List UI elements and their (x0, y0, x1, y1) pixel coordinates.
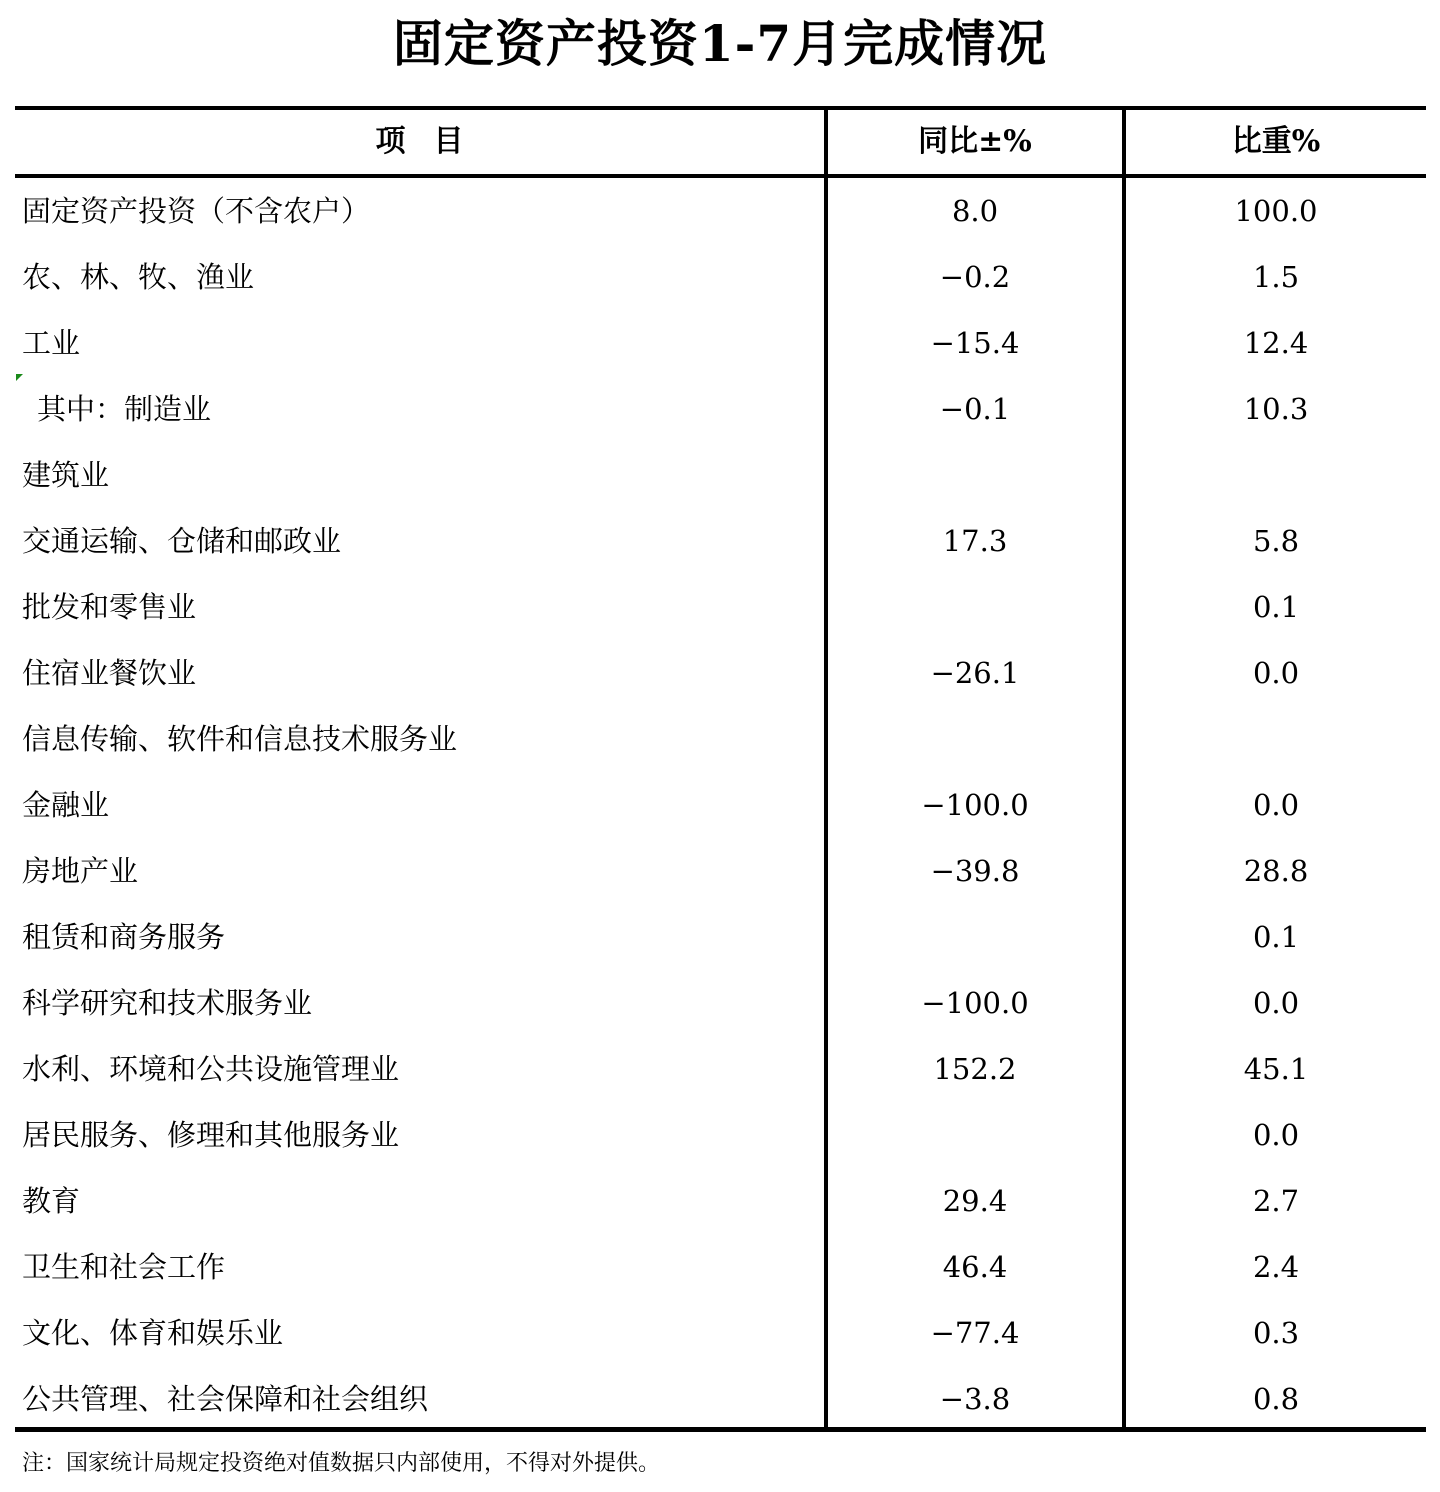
row-yoy-value: −26.1 (930, 656, 1020, 690)
row-item-name: 其中：制造业 (37, 392, 212, 426)
table-row (15, 838, 1426, 904)
row-yoy-value: −15.4 (930, 326, 1020, 360)
row-share-value: 0.0 (1252, 656, 1300, 690)
investment-table (15, 106, 1426, 1434)
table-row (15, 1234, 1426, 1300)
row-share-value: 0.3 (1252, 1316, 1300, 1350)
cell-comment-marker (16, 374, 23, 381)
row-yoy-value: 29.4 (942, 1184, 1008, 1218)
row-item-name: 建筑业 (22, 458, 110, 492)
page-title: 固定资产投资1-7月完成情况 (392, 14, 1048, 73)
row-item-name: 金融业 (22, 788, 110, 822)
table-row (15, 706, 1426, 772)
row-item-name: 信息传输、软件和信息技术服务业 (22, 722, 458, 756)
row-yoy-value (828, 1102, 1122, 1168)
row-share-value: 10.3 (1243, 392, 1309, 426)
row-item-name: 批发和零售业 (22, 590, 197, 624)
row-share-value: 0.0 (1252, 788, 1300, 822)
row-yoy-value (828, 442, 1122, 508)
table-row (15, 970, 1426, 1036)
row-yoy-value: −39.8 (930, 854, 1020, 888)
row-yoy-value: 17.3 (942, 524, 1008, 558)
row-item-name: 教育 (22, 1184, 81, 1218)
row-yoy-value (828, 574, 1122, 640)
table-row (15, 1300, 1426, 1366)
table-row (15, 376, 1426, 442)
row-share-value: 45.1 (1243, 1052, 1309, 1086)
row-share-value (1126, 706, 1426, 772)
row-share-value: 0.1 (1252, 920, 1300, 954)
row-share-value (1126, 442, 1426, 508)
table-row (15, 508, 1426, 574)
row-yoy-value: −77.4 (930, 1316, 1020, 1350)
row-share-value: 0.1 (1252, 590, 1300, 624)
row-yoy-value: 46.4 (942, 1250, 1008, 1284)
table-row (15, 178, 1426, 244)
row-yoy-value: 8.0 (951, 194, 999, 228)
row-share-value: 12.4 (1243, 326, 1309, 360)
header-yoy: 同比±% (918, 124, 1032, 159)
row-item-name: 固定资产投资（不含农户） (22, 194, 371, 228)
row-yoy-value (828, 904, 1122, 970)
table-row (15, 574, 1426, 640)
row-item-name: 文化、体育和娱乐业 (22, 1316, 284, 1350)
footnote: 注：国家统计局规定投资绝对值数据只内部使用，不得对外提供。 (22, 1451, 661, 1476)
row-yoy-value: −100.0 (921, 986, 1029, 1020)
row-yoy-value (828, 706, 1122, 772)
row-share-value: 2.4 (1252, 1250, 1300, 1284)
row-item-name: 水利、环境和公共设施管理业 (22, 1052, 400, 1086)
row-share-value: 0.0 (1252, 1118, 1300, 1152)
table-row (15, 310, 1426, 376)
row-yoy-value: −3.8 (939, 1382, 1011, 1416)
table-row (15, 442, 1426, 508)
row-item-name: 居民服务、修理和其他服务业 (22, 1118, 400, 1152)
row-share-value: 28.8 (1243, 854, 1309, 888)
row-yoy-value: −100.0 (921, 788, 1029, 822)
row-yoy-value: −0.1 (939, 392, 1011, 426)
table-row (15, 1366, 1426, 1432)
row-item-name: 公共管理、社会保障和社会组织 (22, 1382, 429, 1416)
table-row (15, 1168, 1426, 1234)
row-item-name: 工业 (22, 326, 81, 360)
table-row (15, 772, 1426, 838)
row-item-name: 农、林、牧、渔业 (22, 260, 255, 294)
table-row (15, 1036, 1426, 1102)
row-share-value: 1.5 (1252, 260, 1300, 294)
row-item-name: 房地产业 (22, 854, 139, 888)
row-item-name: 交通运输、仓储和邮政业 (22, 524, 342, 558)
row-share-value: 5.8 (1252, 524, 1300, 558)
table-row (15, 640, 1426, 706)
row-share-value: 100.0 (1234, 194, 1318, 228)
row-item-name: 科学研究和技术服务业 (22, 986, 313, 1020)
row-share-value: 0.0 (1252, 986, 1300, 1020)
table-row (15, 244, 1426, 310)
row-yoy-value: 152.2 (933, 1052, 1017, 1086)
header-share: 比重% (1231, 124, 1321, 159)
row-item-name: 卫生和社会工作 (22, 1250, 226, 1284)
table-row (15, 1102, 1426, 1168)
header-item: 项目 (375, 124, 492, 159)
row-share-value: 0.8 (1252, 1382, 1300, 1416)
table-row (15, 904, 1426, 970)
row-yoy-value: −0.2 (939, 260, 1011, 294)
row-item-name: 住宿业餐饮业 (22, 656, 197, 690)
row-share-value: 2.7 (1252, 1184, 1300, 1218)
row-item-name: 租赁和商务服务 (22, 920, 226, 954)
